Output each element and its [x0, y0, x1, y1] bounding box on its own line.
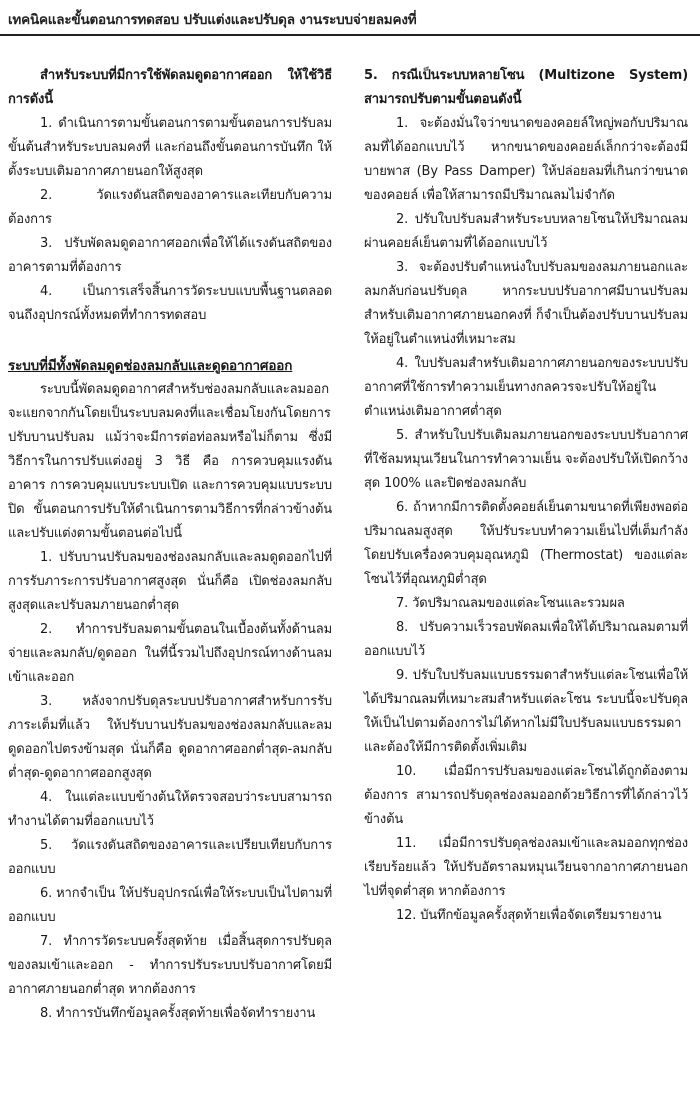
multizone-item-7: 7. วัดปริมาณลมของแต่ละโซนและรวมผล	[396, 596, 625, 611]
section-item-3: 3. หลังจากปรับดุลระบบปรับอากาศสำหรับการรับภาระเต็มที่แล้ว ให้ปรับบานปรับลมของช่องลมกลับและลมดูดออกไปตรงข้ามสุด นั่นก็คือ ดูดอากาศออกต่ำสุด-ลมกลับต่ำสุด-ดูดอากาศออกสูงสุด	[8, 694, 332, 781]
intro-item-4: 4. เป็นการเสร็จสิ้นการวัดระบบแบบพื้นฐานตลอดจนถึงอุปกรณ์ทั้งหมดที่ทำการทดสอบ	[8, 284, 332, 323]
multizone-item-11: 11. เมื่อมีการปรับดุลช่องลมเข้าและลมออกทุกช่องเรียบร้อยแล้ว ให้ปรับอัตราลมหมุนเวียนจากอากาศภายนอกไปที่จุดต่ำสุด หากต้องการ	[364, 836, 688, 899]
section-spacer	[8, 328, 332, 354]
multizone-item-3: 3. จะต้องปรับตำแหน่งใบปรับลมของลมภายนอกและลมกลับก่อนปรับดุล หากระบบปรับอากาศมีบานปรับลมสำหรับเติมอากาศภายนอกคงที่ ก็จำเป็นต้องปรับบานปรับลมให้อยู่ในตำแหน่งที่เหมาะสม	[364, 260, 688, 347]
intro-heading: สำหรับระบบที่มีการใช้พัดลมดูดอากาศออก ให้ใช้วิธีการดังนี้	[8, 68, 332, 107]
intro-item-1: 1. ดำเนินการตามขั้นตอนการตามขั้นตอนการปรับลมขั้นต้นสำหรับระบบลมคงที่ และก่อนถึงขั้นตอนการบันทึก ให้ตั้งระบบเติมอากาศภายนอกให้สูงสุด	[8, 116, 332, 179]
multizone-item-10: 10. เมื่อมีการปรับลมของแต่ละโซนได้ถูกต้องตามต้องการ สามารถปรับดุลช่องลมออกด้วยวิธีการที่ได้กล่าวไว้ข้างต้น	[364, 764, 688, 827]
right-column	[364, 64, 688, 928]
multizone-heading: 5. กรณีเป็นระบบหลายโซน (Multizone System) สามารถปรับตามขั้นตอนดังนี้	[364, 68, 688, 107]
multizone-item-6: 6. ถ้าหากมีการติดตั้งคอยล์เย็นตามขนาดที่เพียงพอต่อปริมาณลมสูงสุด ให้ปรับระบบทำความเย็นไปที่เต็มกำลัง โดยปรับเครื่องควบคุมอุณหภูมิ (Thermostat) ของแต่ละโซนไว้ที่อุณหภูมิต่ำสุด	[364, 500, 688, 587]
section-item-7: 7. ทำการวัดระบบครั้งสุดท้าย เมื่อสิ้นสุดการปรับดุลของลมเข้าและออก - ทำการปรับระบบปรับอากาศโดยมีอากาศภายนอกต่ำสุด หากต้องการ	[8, 934, 332, 997]
multizone-item-2: 2. ปรับใบปรับลมสำหรับระบบหลายโซนให้ปริมาณลมผ่านคอยล์เย็นตามที่ได้ออกแบบไว้	[364, 212, 688, 251]
multizone-item-4: 4. ใบปรับลมสำหรับเติมอากาศภายนอกของระบบปรับอากาศที่ใช้การทำความเย็นทางกลควรจะปรับให้อยู่ในตำแหน่งเติมอากาศต่ำสุด	[364, 356, 688, 419]
intro-item-2: 2. วัดแรงดันสถิตของอาคารและเทียบกับความต้องการ	[8, 188, 332, 227]
multizone-item-5: 5. สำหรับใบปรับเติมลมภายนอกของระบบปรับอากาศที่ใช้ลมหมุนเวียนในการทำความเย็น จะต้องปรับให้เปิดกว้างสุด 100% และปิดช่องลมกลับ	[364, 428, 688, 491]
intro-item-3: 3. ปรับพัดลมดูดอากาศออกเพื่อให้ได้แรงดันสถิตของอาคารตามที่ต้องการ	[8, 236, 332, 275]
left-column	[8, 64, 332, 1026]
section-intro: ระบบนี้พัดลมดูดอากาศสำหรับช่องลมกลับและลมออกจะแยกจากกันโดยเป็นระบบลมคงที่และเชื่อมโยงกันโดยการปรับบานปรับลม แม้ว่าจะมีการต่อท่อลมหรือไม่ก็ตาม ซึ่งมีวิธีการในการปรับแต่งอยู่ 3 วิธี คือ การควบคุมแรงดันอาคาร การควบคุมแบบระบบเปิด และการควบคุมแบบระบบปิด ขั้นตอนการปรับให้ดำเนินการตามวิธีการที่กล่าวข้างต้นและปรับแต่งตามขั้นตอนต่อไปนี้	[8, 382, 332, 541]
section-heading: ระบบที่มีทั้งพัดลมดูดช่องลมกลับและดูดอากาศออก	[8, 358, 293, 374]
multizone-item-12: 12. บันทึกข้อมูลครั้งสุดท้ายเพื่อจัดเตรียมรายงาน	[396, 908, 662, 923]
section-item-8: 8. ทำการบันทึกข้อมูลครั้งสุดท้ายเพื่อจัดทำรายงาน	[40, 1006, 316, 1021]
multizone-item-1: 1. จะต้องมั่นใจว่าขนาดของคอยล์ใหญ่พอกับปริมาณลมที่ได้ออกแบบไว้ หากขนาดของคอยล์เล็กกว่าจะต้องมีบายพาส (By Pass Damper) ให้ปล่อยลมที่เกินกว่าขนาดของคอยล์ เพื่อให้สามารถมีปริมาณลมไม่จำกัด	[364, 116, 688, 203]
section-item-2: 2. ทำการปรับลมตามขั้นตอนในเบื้องต้นทั้งด้านลมจ่ายและลมกลับ/ดูดออก ในที่นี้รวมไปถึงอุปกรณ์ทางด้านลมเข้าและออก	[8, 622, 332, 685]
section-item-5: 5. วัดแรงดันสถิตของอาคารและเปรียบเทียบกับการออกแบบ	[8, 838, 332, 877]
header-title: เทคนิคและขั้นตอนการทดสอบ ปรับแต่งและปรับดุล งานระบบจ่ายลมคงที่	[8, 12, 417, 28]
header-divider	[0, 34, 700, 36]
multizone-item-9: 9. ปรับใบปรับลมแบบธรรมดาสำหรับแต่ละโซนเพื่อให้ได้ปริมาณลมที่เหมาะสมสำหรับแต่ละโซน ระบบนี้จะปรับดุลให้เป็นไปตามต้องการไม่ได้หากไม่มีใบปรับลมแบบธรรมดา และต้องให้มีการติดตั้งเพิ่มเติม	[364, 668, 688, 755]
section-item-4: 4. ในแต่ละแบบข้างต้นให้ตรวจสอบว่าระบบสามารถทำงานได้ตามที่ออกแบบไว้	[8, 790, 332, 829]
section-item-6: 6. หากจำเป็น ให้ปรับอุปกรณ์เพื่อให้ระบบเป็นไปตามที่ออกแบบ	[8, 886, 332, 925]
section-item-1: 1. ปรับบานปรับลมของช่องลมกลับและลมดูดออกไปที่การรับภาระการปรับอากาศสูงสุด นั่นก็คือ เปิดช่องลมกลับสูงสุดและปรับลมภายนอกต่ำสุด	[8, 550, 332, 613]
page-header	[0, 0, 700, 40]
multizone-item-8: 8. ปรับความเร็วรอบพัดลมเพื่อให้ได้ปริมาณลมตามที่ออกแบบไว้	[364, 620, 688, 659]
